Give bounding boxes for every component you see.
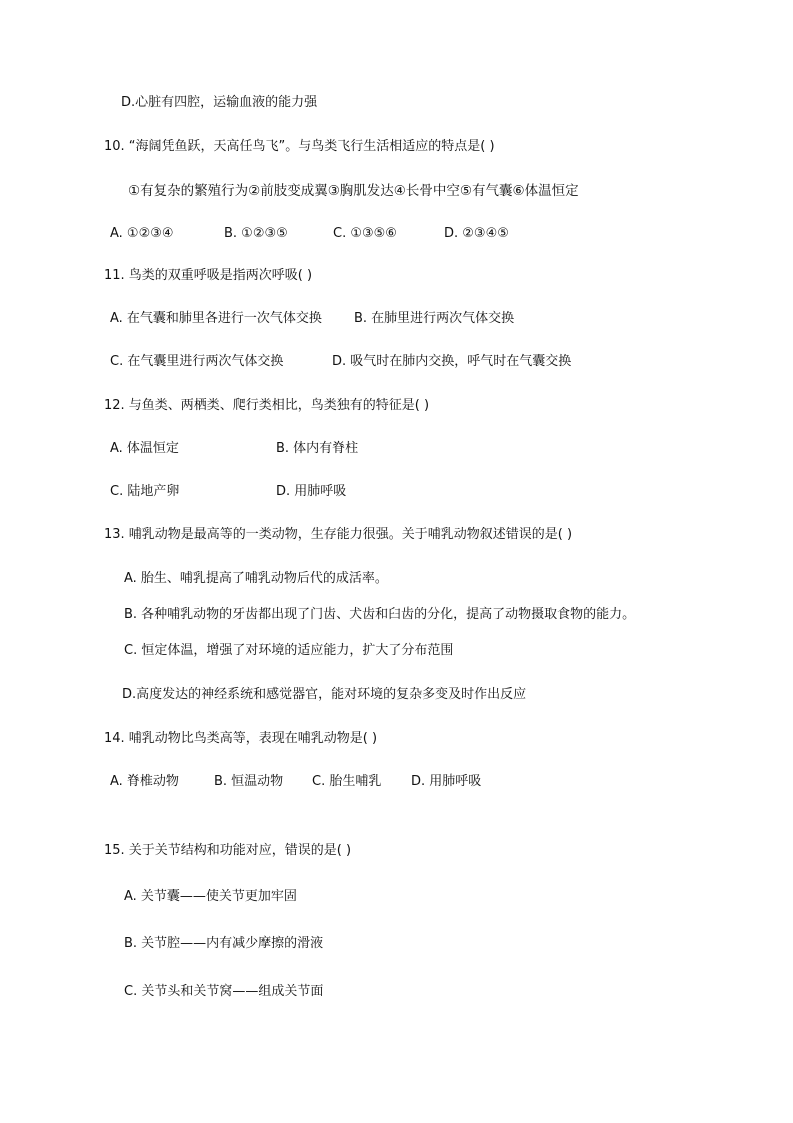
q11-option-d[interactable]: D. 吸气时在肺内交换，呼气时在气囊交换 — [332, 354, 572, 369]
q14-option-c[interactable]: C. 胎生哺乳 — [312, 774, 382, 789]
q10-stem: 10. “海阔凭鱼跃，天高任鸟飞”。与鸟类飞行生活相适应的特点是( ) — [104, 139, 495, 154]
q14-option-a[interactable]: A. 脊椎动物 — [110, 774, 179, 789]
q15-stem: 15. 关于关节结构和功能对应，错误的是( ) — [104, 843, 352, 858]
q10-option-a[interactable]: A. ①②③④ — [110, 226, 174, 241]
q10-option-b[interactable]: B. ①②③⑤ — [224, 226, 288, 241]
q11-option-b[interactable]: B. 在肺里进行两次气体交换 — [354, 311, 515, 326]
q10-option-c[interactable]: C. ①③⑤⑥ — [333, 226, 397, 241]
q11-stem: 11. 鸟类的双重呼吸是指两次呼吸( ) — [104, 268, 313, 283]
q11-option-a[interactable]: A. 在气囊和肺里各进行一次气体交换 — [110, 311, 322, 326]
q14-stem: 14. 哺乳动物比鸟类高等，表现在哺乳动物是( ) — [104, 731, 378, 746]
q14-option-d[interactable]: D. 用肺呼吸 — [411, 774, 482, 789]
q13-option-d[interactable]: D.高度发达的神经系统和感觉器官，能对环境的复杂多变及时作出反应 — [122, 687, 527, 702]
q12-option-a[interactable]: A. 体温恒定 — [110, 441, 179, 456]
q11-option-c[interactable]: C. 在气囊里进行两次气体交换 — [110, 354, 284, 369]
q12-option-d[interactable]: D. 用肺呼吸 — [276, 484, 347, 499]
q13-option-b[interactable]: B. 各种哺乳动物的牙齿都出现了门齿、犬齿和臼齿的分化，提高了动物摄取食物的能力。 — [124, 607, 636, 622]
q15-option-b[interactable]: B. 关节腔——内有减少摩擦的滑液 — [124, 936, 324, 951]
q12-stem: 12. 与鱼类、两栖类、爬行类相比，鸟类独有的特征是( ) — [104, 398, 430, 413]
q13-option-a[interactable]: A. 胎生、哺乳提高了哺乳动物后代的成活率。 — [124, 571, 388, 586]
q13-stem: 13. 哺乳动物是最高等的一类动物，生存能力很强。关于哺乳动物叙述错误的是( ) — [104, 527, 573, 542]
q10-option-d[interactable]: D. ②③④⑤ — [444, 226, 509, 241]
q15-option-a[interactable]: A. 关节囊——使关节更加牢固 — [124, 889, 297, 904]
q15-option-c[interactable]: C. 关节头和关节窝——组成关节面 — [124, 984, 324, 999]
q12-option-b[interactable]: B. 体内有脊柱 — [276, 441, 359, 456]
q13-option-c[interactable]: C. 恒定体温，增强了对环境的适应能力，扩大了分布范围 — [124, 643, 454, 658]
q10-statements: ①有复杂的繁殖行为②前肢变成翼③胸肌发达④长骨中空⑤有气囊⑥体温恒定 — [128, 183, 579, 199]
q9-option-d: D.心脏有四腔，运输血液的能力强 — [121, 95, 318, 110]
q14-option-b[interactable]: B. 恒温动物 — [214, 774, 284, 789]
q12-option-c[interactable]: C. 陆地产卵 — [110, 484, 180, 499]
